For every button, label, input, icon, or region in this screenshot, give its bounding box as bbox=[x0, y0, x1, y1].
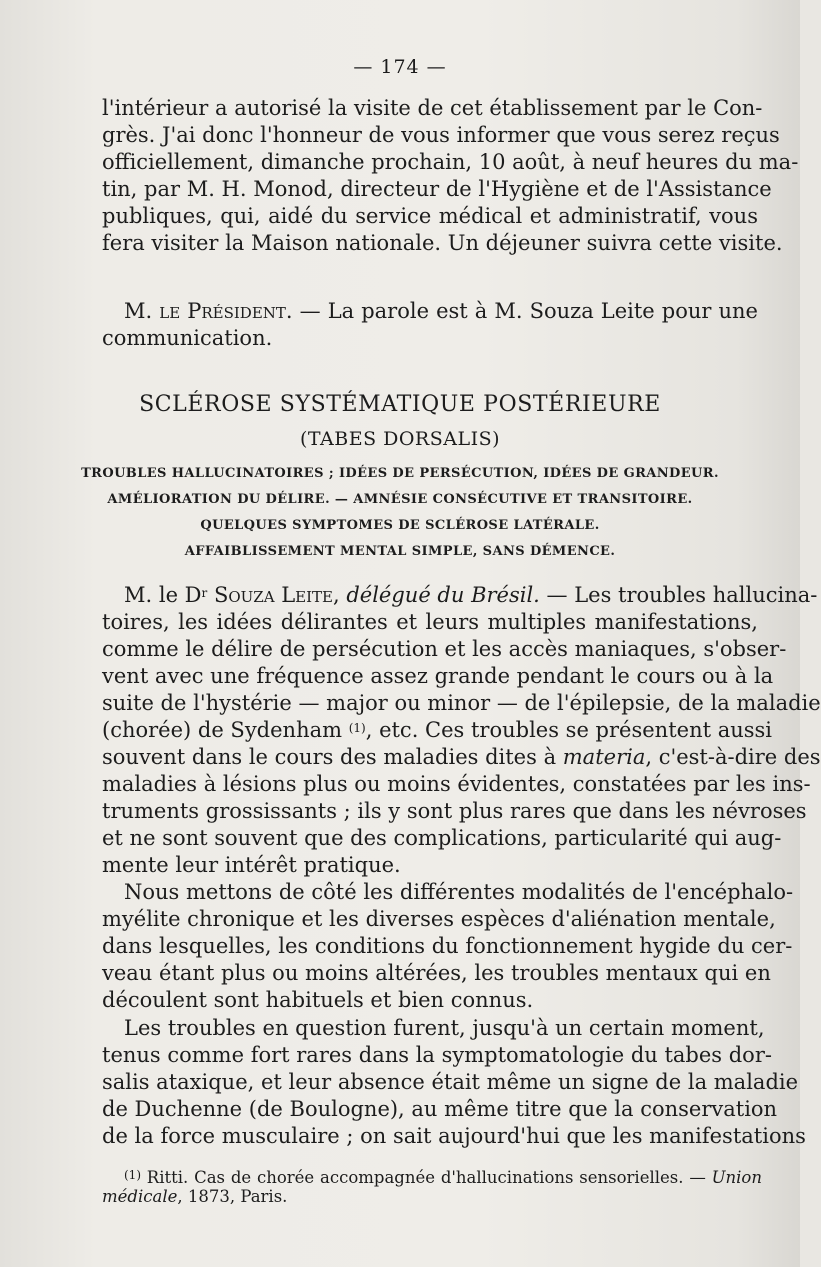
text-line: suite de l'hystérie — major ou minor — de l'épilepsie, de la maladie bbox=[102, 691, 821, 715]
footnote-text: Ritti. Cas de chorée accompagnée d'hallucinations sensorielles. — bbox=[141, 1168, 712, 1187]
president-prefix: M. bbox=[124, 299, 153, 323]
text-line: truments grossissants ; ils y sont plus rares que dans les névroses bbox=[102, 799, 807, 823]
text-line: découlent sont habituels et bien connus. bbox=[102, 988, 534, 1012]
speaker-name: Souza Leite bbox=[207, 583, 333, 607]
footnote-text: , 1873, Paris. bbox=[177, 1187, 288, 1206]
president-title: le Président. bbox=[159, 299, 293, 323]
text-line bbox=[102, 717, 773, 744]
text-line: Nous mettons de côté les différentes modalités de l'encéphalo- bbox=[124, 880, 794, 904]
text-line: officiellement, dimanche prochain, 10 août, à neuf heures du ma- bbox=[102, 150, 799, 174]
article-title: SCLÉROSE SYSTÉMATIQUE POSTÉRIEURE bbox=[139, 392, 661, 417]
paragraph-main bbox=[102, 582, 821, 879]
text-line: mente leur intérêt pratique. bbox=[102, 853, 401, 877]
text-line: myélite chronique et les diverses espèces d'aliénation mentale, bbox=[102, 907, 776, 931]
text-line: et ne sont souvent que des complications, particularité qui aug- bbox=[102, 826, 782, 850]
paragraph-encephalo bbox=[102, 879, 794, 1014]
text-line bbox=[102, 744, 821, 771]
speaker-prefix: M. le D bbox=[124, 583, 202, 607]
text-line: fera visiter la Maison nationale. Un déjeuner suivra cette visite. bbox=[102, 231, 783, 255]
text-line: dans lesquelles, les conditions du fonctionnement hygide du cer- bbox=[102, 934, 793, 958]
footnote bbox=[102, 1168, 762, 1206]
footnote-line bbox=[102, 1168, 762, 1187]
subheading-line: AMÉLIORATION DU DÉLIRE. — AMNÉSIE CONSÉCUTIVE ET TRANSITOIRE. bbox=[107, 492, 693, 507]
speaker-comma: , bbox=[332, 583, 347, 607]
text-line bbox=[102, 298, 758, 325]
text-line: maladies à lésions plus ou moins évidentes, constatées par les ins- bbox=[102, 772, 811, 796]
footnote-ref: (1) bbox=[348, 721, 366, 735]
paragraph-tabes bbox=[102, 1015, 806, 1150]
paragraph-intro bbox=[102, 95, 799, 257]
text-line: comme le délire de persécution et les accès maniaques, s'obser- bbox=[102, 637, 787, 661]
footnote-journal: médicale bbox=[102, 1187, 178, 1206]
text-span: (chorée) de Sydenham bbox=[102, 718, 349, 742]
text-line: grès. J'ai donc l'honneur de vous informer que vous serez reçus bbox=[102, 123, 780, 147]
text-span: , c'est-à-dire des bbox=[645, 745, 821, 769]
speaker-text: — Les troubles hallucina- bbox=[539, 583, 818, 607]
article-subtitle: (TABES DORSALIS) bbox=[299, 428, 501, 450]
text-span: souvent dans le cours des maladies dites à bbox=[102, 745, 563, 769]
speaker-sup: r bbox=[201, 586, 208, 600]
text-span: , etc. Ces troubles se présentent aussi bbox=[365, 718, 773, 742]
text-line: tin, par M. H. Monod, directeur de l'Hygiène et de l'Assistance bbox=[102, 177, 772, 201]
text-line: publiques, qui, aidé du service médical et administratif, vous bbox=[102, 204, 758, 228]
paragraph-president bbox=[102, 298, 758, 352]
text-line: de la force musculaire ; on sait aujourd'hui que les manifestations bbox=[102, 1124, 806, 1148]
text-line: de Duchenne (de Boulogne), au même titre que la conservation bbox=[102, 1097, 778, 1121]
footnote-line bbox=[102, 1187, 762, 1206]
text-line: l'intérieur a autorisé la visite de cet établissement par le Con- bbox=[102, 96, 763, 120]
page-number: — 174 — bbox=[353, 56, 447, 78]
text-line: tenus comme fort rares dans la symptomatologie du tabes dor- bbox=[102, 1043, 772, 1067]
subheading-line: QUELQUES SYMPTOMES DE SCLÉROSE LATÉRALE. bbox=[200, 518, 600, 533]
subheading-line: AFFAIBLISSEMENT MENTAL SIMPLE, SANS DÉMENCE. bbox=[184, 544, 616, 559]
president-text: — La parole est à M. Souza Leite pour une bbox=[292, 299, 758, 323]
text-line: veau étant plus ou moins altérées, les troubles mentaux qui en bbox=[102, 961, 771, 985]
text-line: toires, les idées délirantes et leurs multiples manifestations, bbox=[102, 610, 758, 634]
text-line: Les troubles en question furent, jusqu'à un certain moment, bbox=[124, 1016, 765, 1040]
text-line: salis ataxique, et leur absence était même un signe de la maladie bbox=[102, 1070, 799, 1094]
text-line bbox=[102, 582, 818, 609]
footnote-mark: (1) bbox=[124, 1168, 141, 1182]
footnote-journal: Union bbox=[711, 1168, 762, 1187]
text-line: communication. bbox=[102, 326, 273, 350]
italic-term: materia bbox=[562, 745, 646, 769]
subheading-line: TROUBLES HALLUCINATOIRES ; IDÉES DE PERSÉCUTION, IDÉES DE GRANDEUR. bbox=[81, 466, 719, 481]
text-line: vent avec une fréquence assez grande pendant le cours ou à la bbox=[102, 664, 774, 688]
speaker-role: délégué du Brésil. bbox=[346, 583, 540, 607]
